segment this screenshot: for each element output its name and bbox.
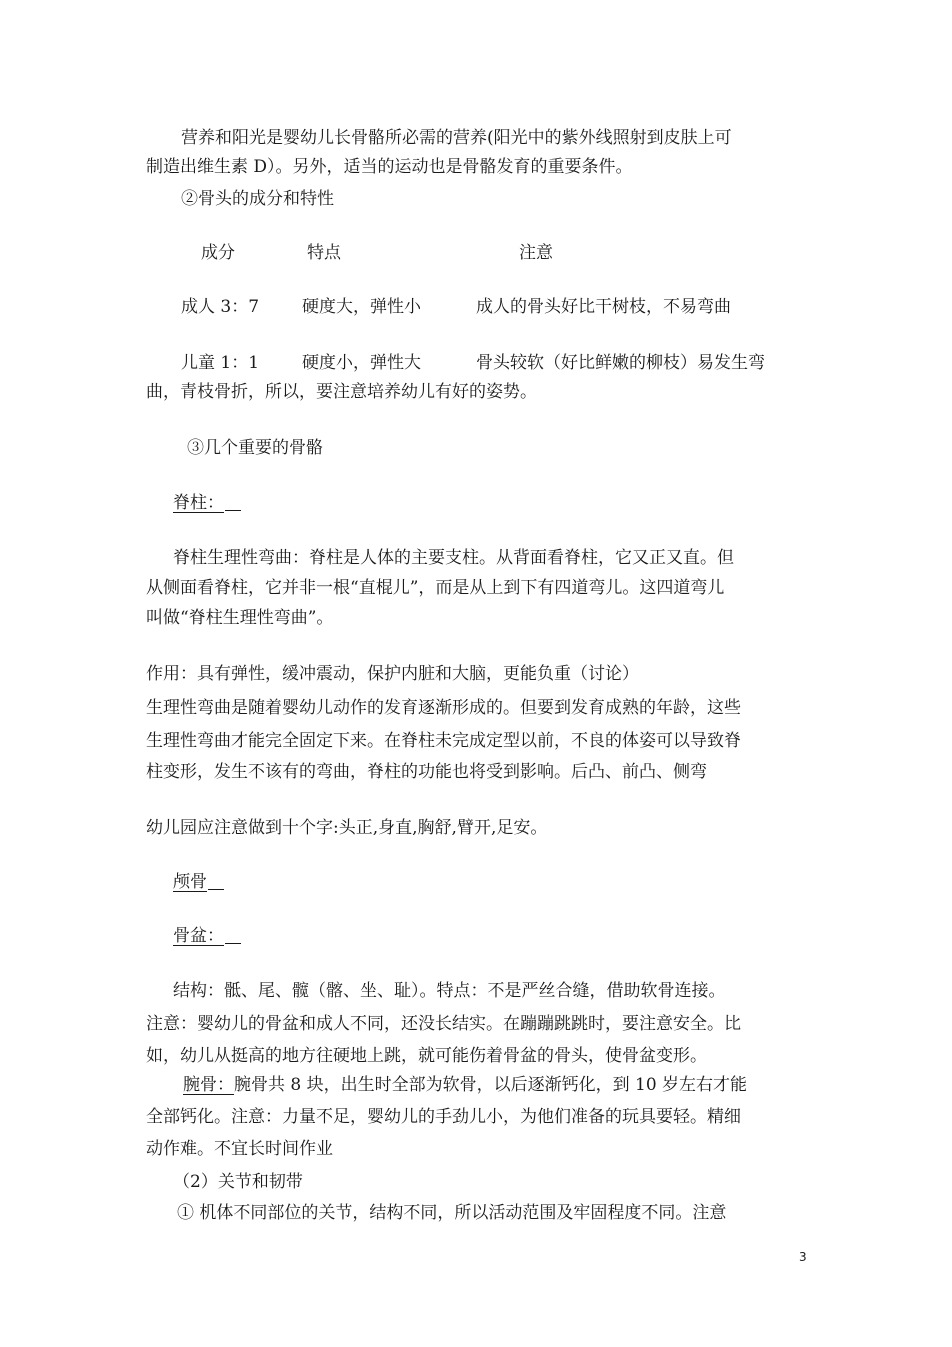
row-adult-ratio: 成人 3：7 <box>181 297 260 317</box>
pelvis-line-2: 注意：婴幼儿的骨盆和成人不同，还没长结实。在蹦蹦跳跳时，要注意安全。比 <box>146 1014 741 1034</box>
skull-heading <box>173 870 224 894</box>
spine-heading-text: 脊柱： <box>173 493 224 513</box>
bone-composition-heading: ②骨头的成分和特性 <box>181 189 334 209</box>
wrist-line-3: 动作难。不宜长时间作业 <box>146 1139 333 1159</box>
wrist-label: 腕骨： <box>183 1075 234 1095</box>
spine-heading <box>173 491 241 515</box>
row-adult-note: 成人的骨头好比干树枝，不易弯曲 <box>476 297 731 317</box>
table-header-feature: 特点 <box>307 243 341 263</box>
wrist-line-2: 全部钙化。注意：力量不足，婴幼儿的手劲儿小，为他们准备的玩具要轻。精细 <box>146 1107 741 1127</box>
table-header-composition: 成分 <box>201 243 235 263</box>
pelvis-heading-text: 骨盆： <box>173 926 224 946</box>
row-child-feature: 硬度小，弹性大 <box>302 353 421 373</box>
pelvis-heading <box>173 924 241 948</box>
table-header-note: 注意 <box>519 243 553 263</box>
row-child-note-continued: 曲，青枝骨折，所以，要注意培养幼儿有好的姿势。 <box>146 382 537 402</box>
row-adult-feature: 硬度大，弹性小 <box>302 297 421 317</box>
nutrition-line-2: 制造出维生素 D）。另外，适当的运动也是骨骼发育的重要条件。 <box>146 157 633 177</box>
wrist-text: 腕骨共 8 块，出生时全部为软骨，以后逐渐钙化，到 10 岁左右才能 <box>234 1075 748 1095</box>
underline-pad <box>208 871 224 890</box>
spine-line-1: 脊柱生理性弯曲：脊柱是人体的主要支柱。从背面看脊柱，它又正又直。但 <box>173 548 734 568</box>
spine-line-2: 从侧面看脊柱，它并非一根“直棍儿”，而是从上到下有四道弯儿。这四道弯儿 <box>146 578 725 598</box>
curve-line-1: 生理性弯曲是随着婴幼儿动作的发育逐渐形成的。但要到发育成熟的年龄，这些 <box>146 698 741 718</box>
joint-line-1: ① 机体不同部位的关节，结构不同，所以活动范围及牢固程度不同。注意 <box>177 1203 727 1223</box>
curve-line-3: 柱变形，发生不该有的弯曲，脊柱的功能也将受到影响。后凸、前凸、侧弯 <box>146 762 707 782</box>
nutrition-line-1: 营养和阳光是婴幼儿长骨骼所必需的营养(阳光中的紫外线照射到皮肤上可 <box>181 128 732 148</box>
pelvis-line-3: 如，幼儿从挺高的地方往硬地上跳，就可能伤着骨盆的骨头，使骨盆变形。 <box>146 1046 707 1066</box>
skull-heading-text: 颅骨 <box>173 872 207 892</box>
curve-line-2: 生理性弯曲才能完全固定下来。在脊柱未完成定型以前，不良的体姿可以导致脊 <box>146 731 741 751</box>
underline-pad <box>225 492 241 511</box>
kindergarten-line: 幼儿园应注意做到十个字:头正,身直,胸舒,臂开,足安。 <box>146 818 548 838</box>
function-line: 作用：具有弹性，缓冲震动，保护内脏和大脑，更能负重（讨论） <box>146 664 639 684</box>
row-child-ratio: 儿童 1：1 <box>181 353 260 373</box>
important-bones-heading: ③几个重要的骨骼 <box>187 438 323 458</box>
wrist-line-1 <box>183 1073 747 1097</box>
page-number: 3 <box>799 1250 807 1264</box>
row-child-note: 骨头较软（好比鲜嫩的柳枝）易发生弯 <box>476 353 765 373</box>
underline-pad <box>225 925 241 944</box>
pelvis-line-1: 结构：骶、尾、髋（髂、坐、耻）。特点：不是严丝合缝，借助软骨连接。 <box>173 981 726 1001</box>
joint-heading: （2）关节和韧带 <box>173 1172 303 1192</box>
spine-line-3: 叫做“脊柱生理性弯曲”。 <box>146 608 334 628</box>
